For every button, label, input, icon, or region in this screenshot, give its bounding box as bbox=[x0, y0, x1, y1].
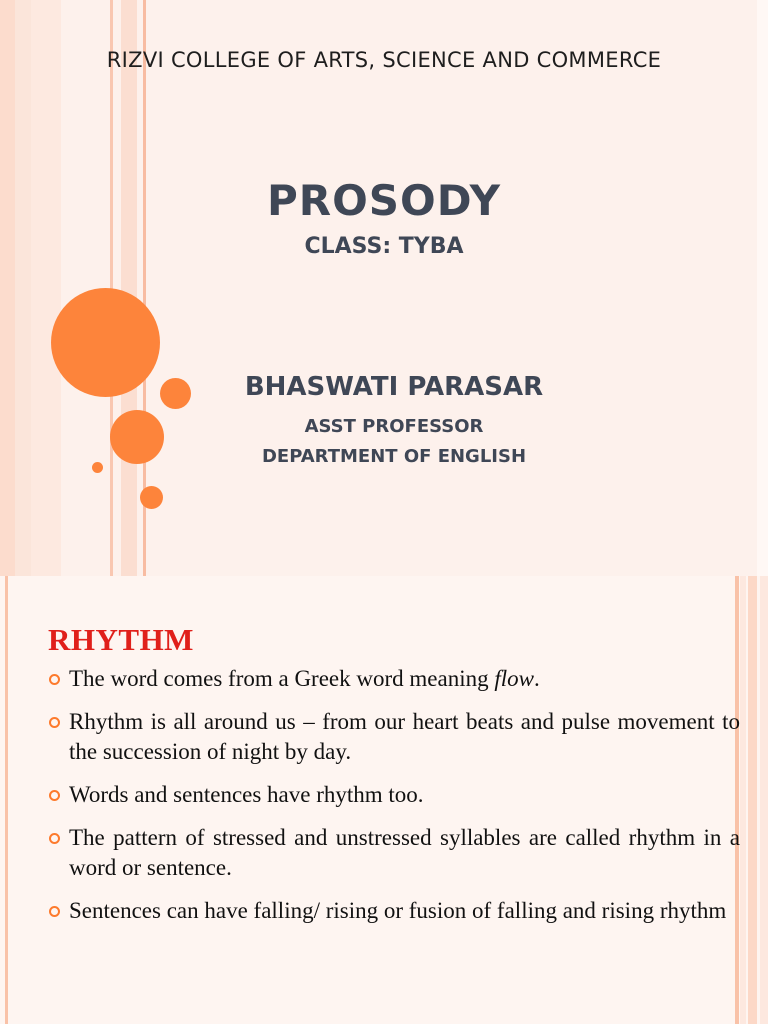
bullet-text-end: . bbox=[533, 666, 540, 691]
slide-heading: RHYTHM bbox=[48, 622, 194, 657]
author-department: DEPARTMENT OF ENGLISH bbox=[261, 446, 527, 467]
decor-stripe bbox=[15, 0, 31, 576]
slide-subtitle: CLASS: TYBA bbox=[304, 234, 464, 259]
list-item bbox=[48, 823, 740, 883]
decor-circle-tiny bbox=[92, 462, 103, 473]
bullet-text: Rhythm is all around us – from our heart beats and pulse movement to the succession of night by day. bbox=[69, 709, 740, 764]
decor-stripe bbox=[740, 576, 746, 1024]
decor-stripe bbox=[0, 0, 15, 576]
bullet-icon bbox=[49, 674, 60, 685]
bullet-emphasis: flow bbox=[494, 666, 534, 691]
decor-circle-large bbox=[51, 288, 160, 397]
decor-stripe bbox=[31, 0, 61, 576]
list-item bbox=[48, 664, 740, 694]
bullet-list bbox=[48, 664, 740, 939]
list-item bbox=[48, 896, 740, 926]
bullet-text: Sentences can have falling/ rising or fusion of falling and rising rhythm bbox=[69, 898, 727, 923]
content-slide bbox=[0, 576, 768, 1024]
bullet-text: The pattern of stressed and unstressed syllables are called rhythm in a word or sentence. bbox=[69, 825, 740, 880]
decor-circle-small bbox=[140, 486, 163, 509]
decor-circle-small bbox=[160, 378, 191, 409]
bullet-icon bbox=[49, 906, 60, 917]
decor-stripe bbox=[760, 576, 768, 1024]
bullet-text: Words and sentences have rhythm too. bbox=[69, 782, 424, 807]
decor-stripe bbox=[757, 0, 768, 576]
decor-circle-medium bbox=[110, 410, 164, 464]
bullet-text: The word comes from a Greek word meaning bbox=[69, 666, 495, 691]
slide-title: PROSODY bbox=[266, 176, 501, 225]
decor-stripe bbox=[5, 576, 8, 1024]
list-item bbox=[48, 780, 740, 810]
college-name: RIZVI COLLEGE OF ARTS, SCIENCE AND COMMERCE bbox=[106, 48, 662, 72]
list-item bbox=[48, 707, 740, 767]
bullet-icon bbox=[49, 790, 60, 801]
decor-stripe bbox=[748, 576, 757, 1024]
author-role: ASST PROFESSOR bbox=[304, 416, 484, 437]
bullet-icon bbox=[49, 717, 60, 728]
author-name: BHASWATI PARASAR bbox=[244, 372, 544, 402]
decor-stripe bbox=[121, 0, 137, 576]
bullet-icon bbox=[49, 833, 60, 844]
